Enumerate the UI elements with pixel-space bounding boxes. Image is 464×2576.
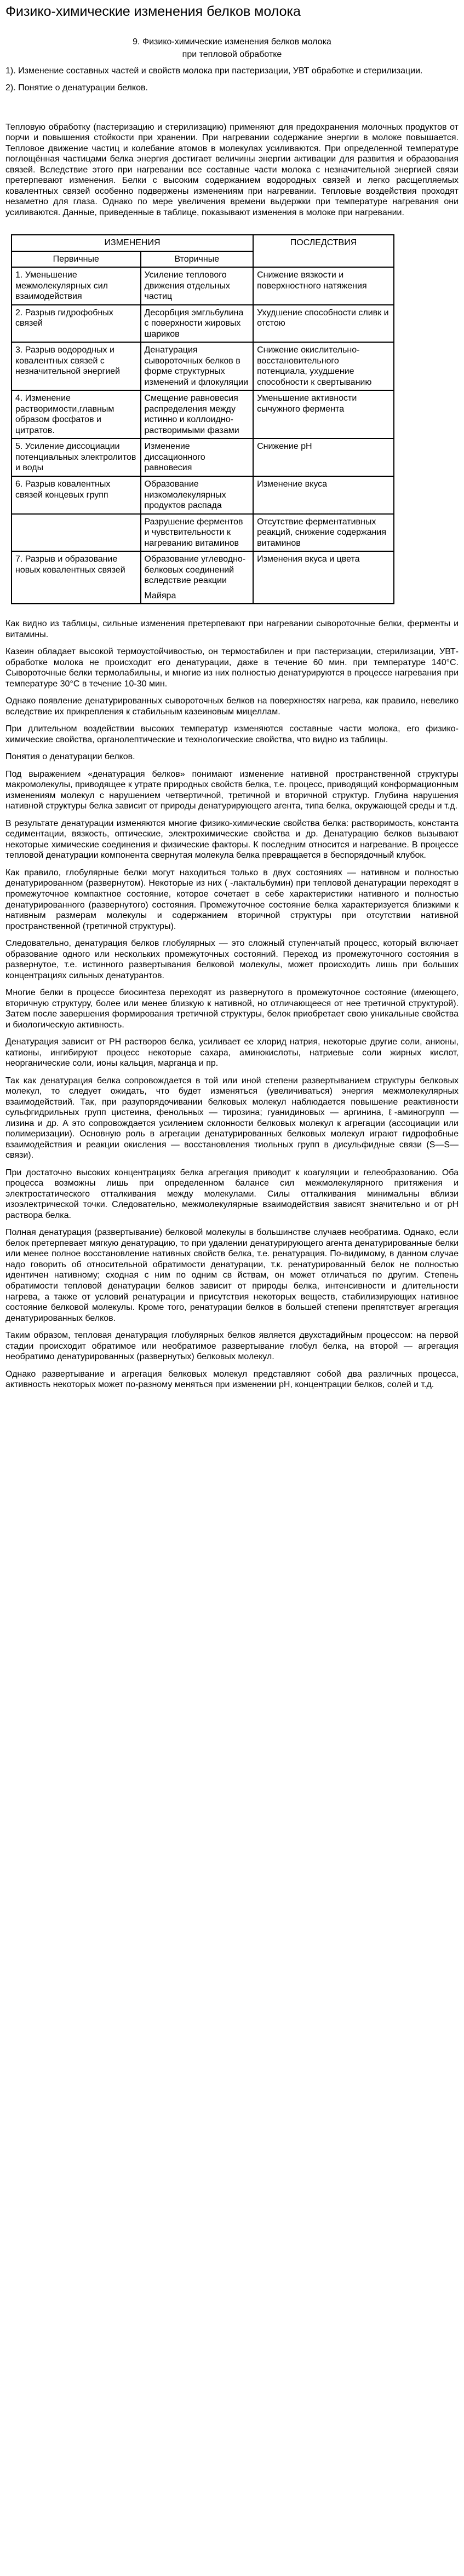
- table-header-consequences: ПОСЛЕДСТВИЯ: [253, 235, 394, 267]
- outline-item: 2). Понятие о денатурации белков.: [5, 83, 148, 93]
- table-row: [12, 551, 394, 604]
- table-cell-consequence: Уменьшение активности сычужного фермента: [253, 390, 394, 438]
- table-cell-secondary: Десорбция эмгльбулина с поверхности жировых шариков: [141, 305, 254, 343]
- intro-paragraph: Тепловую обработку (пастеризацию и стерилизацию) применяют для предохранения молочных продуктов от порчи и повышения стойкости при хранении. При нагревании содержание энергии в молоке повышается. Тепловое движение частиц и колебание атомов в молекулах усиливаются. При определенной температуре поглощённая частицами белка энергия достигает величины энергии активации для развития и образования связей. Вследствие этого при нагревании все составные части молока с незначительной энергией связи претерпевают изменения. Белки с высоким содержанием водородных связей и легко расщепляемых ковалентных связей особенно подвержены изменениям при нагревании. Тепловые воздействия проходят незаметно для глаза. Однако по мере увеличения времени выдержки при температуре нагревания они усиливаются. Данные, приведенные в таблице, показывают изменения в молоке при нагревании.: [5, 122, 459, 217]
- body-paragraph: Понятия о денатурации белков.: [5, 752, 135, 762]
- body-paragraph: Однако развертывание и агрегация белковых молекул представляют собой два различных процесса, активность некоторых может по-разному меняться при изменении рН, концентрации белков, солей и т.д.: [5, 1369, 459, 1390]
- table-row: [12, 305, 394, 343]
- body-paragraph: Под выражением «денатурация белков» понимают изменение нативной пространственной структуры макромолекулы, приводящее к утрате природных свойств белка, т.е. процесс, приводящий конформационным изменениям молекул с нарушением четвертичной, третичной и вторичной структур. Глубина нарушения нативной структуры белка зависит от природы денатурирующего агента, типа белка, окружающей среды и т.д.: [5, 769, 459, 811]
- table-cell-primary: 2. Разрыв гидрофобных связей: [12, 305, 141, 343]
- body-paragraph: Как видно из таблицы, сильные изменения претерпевают при нагревании сывороточные белки, ферменты и витамины.: [5, 619, 459, 639]
- body-paragraph: При достаточно высоких концентрациях белка агрегация приводит к коагуляции и гелеобразованию. Оба процесса возможны лишь при определенном балансе сил межмолекулярного притяжения и электростатического отталкивания между молекулами. Силы отталкивания минимальны вблизи изоэлектрической точки. Следовательно, межмолекулярные взаимодействия зависят значительно и от рН раствора белка.: [5, 1168, 459, 1220]
- table-cell-primary: 7. Разрыв и образование новых ковалентных связей: [12, 551, 141, 604]
- table-row: [12, 267, 394, 305]
- table-cell-primary: 6. Разрыв ковалентных связей концевых групп: [12, 476, 141, 514]
- table-cell-primary: [12, 514, 141, 552]
- body-paragraph: Многие белки в процессе биосинтеза переходят из развернутого в промежуточное состояние (имеющего, вторичную структуру, более или менее близкую к нативной, но отличающееся от нее третичной структурой). Затем после завершения формирования третичной структуры, белок приобретает свою уникальные свойства и биологическую активность.: [5, 988, 459, 1030]
- table-cell-consequence: Изменение вкуса: [253, 476, 394, 514]
- table-header-changes: ИЗМЕНЕНИЯ: [12, 235, 253, 251]
- body-paragraph: В результате денатурации изменяются многие физико-химические свойства белка: растворимость, константа седиментации, вязкость, оптические, электрохимические свойства и др. Денатурацию белков вызывают некоторые химические соединения и физические факторы. К последним относится и нагревание. В процессе тепловой денатурации компонента свернутая молекула белка превращается в беспорядочный клубок.: [5, 818, 459, 860]
- table-cell-secondary: [141, 551, 254, 604]
- body-paragraph: Как правило, глобулярные белки могут находиться только в двух состояниях — нативном и полностью денатурированном (развернутом). Некоторые из них ( -лактальбумин) при тепловой денатурации переходят в промежуточное компактное состояние, которое сочетает в себе характеристики нативного и полностью денатурированного (развернутого) состояния. Промежуточное состояние белка характеризуется близкими к нативным размерам молекулы и содержанием вторичной структуры при отсутствии нативной пространственной (третичной структуры).: [5, 868, 459, 931]
- table-cell-secondary: Денатурация сывороточных белков в форме структурных изменений и флокуляции: [141, 342, 254, 390]
- body-paragraph: Таким образом, тепловая денатурация глобулярных белков является двухстадийным процессом: на первой стадии происходит обратимое или необратимое развертывание глобул белка, на второй — агрегация необратимо денатурированных (развернутых) белковых молекул.: [5, 1331, 459, 1362]
- table-row: [12, 390, 394, 438]
- table-cell-secondary: Разрушение ферментов и чувствительности к нагреванию витаминов: [141, 514, 254, 552]
- table-cell-primary: 3. Разрыв водородных и ковалентных связей с незначительной энергией: [12, 342, 141, 390]
- table-cell-consequence: Снижение окислительно-восстановительного потенциала, ухудшение способности к свертыванию: [253, 342, 394, 390]
- table-header-secondary: Вторичные: [141, 251, 254, 268]
- body-paragraph: Полная денатурация (развертывание) белковой молекулы в большинстве случаев необратима. Однако, если белок претерпевает мягкую денатурацию, то при удалении денатурирующего агента денатурированные белки или менее полное восстановление нативных свойств белка, т.е. ренатурация. По-видимому, в данном случае надо говорить об относительной обратимости денатурации, т.к. ренатурированный белок не полностью идентичен нативному; сходная с ним по одним св йствам, он может отличаться по другим. Степень обратимости тепловой денатурации белков зависит от природы белка, интенсивности и длительности нагрева, а также от условий ренатурации и присутствия некоторых веществ, стабилизирующих нативное состояние белковой молекулы. Кроме того, ренатурации белков в большей степени препятствует агрегация денатурированных белков.: [5, 1228, 459, 1323]
- table-cell-consequence: Отсутствие ферментативных реакций, снижение содержания витаминов: [253, 514, 394, 552]
- table-cell-secondary: Смещение равновесия распределения между истинно и коллоидно-растворимыми фазами: [141, 390, 254, 438]
- table-cell-secondary-text: Образование углеводно-белковых соединений вследствие реакции: [144, 555, 246, 586]
- body-paragraph: Так как денатурация белка сопровождается в той или иной степени развертыванием структуры белковых молекул, то следует ожидать, что будет изменяться (увеличиваться) энергия межмолекулярных взаимодействий. Так, при разупорядочивании белковых молекул наблюдается повышение реактивности сульфгидрильных групп цистеина, фенольных — тирозина; гуанидиновых — аргинина, ℓ-аминогрупп — лизина и др. А это сопровождается усилением склонности белковых молекул к агрегации (ассоциации или полимеризации). Основную роль в агрегации денатурированных белковых молекул играют гидрофобные взаимодействия и реакции окисления — восстановления тиольных групп в дисульфидные связи (S—S—связи).: [5, 1076, 459, 1160]
- table-header-primary: Первичные: [12, 251, 141, 268]
- body-text: [5, 619, 459, 1390]
- section-title-line2: при тепловой обработке: [182, 50, 282, 60]
- table-cell-primary: 1. Уменьшение межмолекулярных сил взаимодействия: [12, 267, 141, 305]
- table-cell-consequence: Изменения вкуса и цвета: [253, 551, 394, 604]
- table-row: [12, 342, 394, 390]
- table-cell-secondary-extra: Майяра: [144, 591, 176, 600]
- body-paragraph: При длительном воздействии высоких температур изменяются составные части молока, его физико-химические свойства, органолептические и технологические свойства, что видно из таблицы.: [5, 724, 459, 744]
- table-cell-secondary: Образование низкомолекулярных продуктов распада: [141, 476, 254, 514]
- table-cell-consequence: Ухудшение способности сливк и отстою: [253, 305, 394, 343]
- page-title: Физико-химические изменения белков молока: [5, 4, 301, 19]
- table-cell-secondary: Изменение диссационного равновесия: [141, 438, 254, 476]
- body-paragraph: Следовательно, денатурация белков глобулярных — это сложный ступенчатый процесс, который включает образование одного или нескольких промежуточных состояний. Переход из промежуточного состояния в развернутое, т.е. истинного развертывания белковой молекулы, может происходить лишь при больших концентрациях сильных денатурантов.: [5, 939, 459, 980]
- document-page: [0, 3, 464, 1390]
- body-paragraph: Казеин обладает высокой термоустойчивостью, он термостабилен и при пастеризации, стерилизации, УВТ-обработке молока не происходит его денатурации, даже в течение 60 мин. при температуре 140°С. Сывороточные белки термолабильны, и многие из них полностью денатурируются в процессе нагревания при температуре 30°С в течение 10-30 мин.: [5, 647, 459, 689]
- outline-item: 1). Изменение составных частей и свойств молока при пастеризации, УВТ обработке и стерилизации.: [5, 66, 423, 76]
- table-cell-secondary: Усиление теплового движения отдельных частиц: [141, 267, 254, 305]
- changes-table: [11, 234, 394, 604]
- body-paragraph: Однако появление денатурированных сывороточных белков на поверхностях нагрева, как правило, невелико вследствие их прикрепления к стабильным казеиновым мицеллам.: [5, 696, 459, 717]
- table-cell-primary: 5. Усиление диссоциации потенциальных электролитов и воды: [12, 438, 141, 476]
- table-row: [12, 438, 394, 476]
- table-row: [12, 514, 394, 552]
- section-title-line1: 9. Физико-химические изменения белков молока: [133, 37, 331, 47]
- table-cell-primary: 4. Изменение растворимости,главным образом фосфатов и цитратов.: [12, 390, 141, 438]
- table-cell-consequence: Снижение рН: [253, 438, 394, 476]
- table-row: [12, 476, 394, 514]
- table-cell-consequence: Снижение вязкости и поверхностного натяжения: [253, 267, 394, 305]
- body-paragraph: Денатурация зависит от РН растворов белка, усиливает ее хлорид натрия, некоторые другие соли, анионы, катионы, ингибируют процесс некоторые сахара, аминокислоты, натриевые соли жирных кислот, неорганические соли, ионы кальция, марганца и пр.: [5, 1037, 459, 1068]
